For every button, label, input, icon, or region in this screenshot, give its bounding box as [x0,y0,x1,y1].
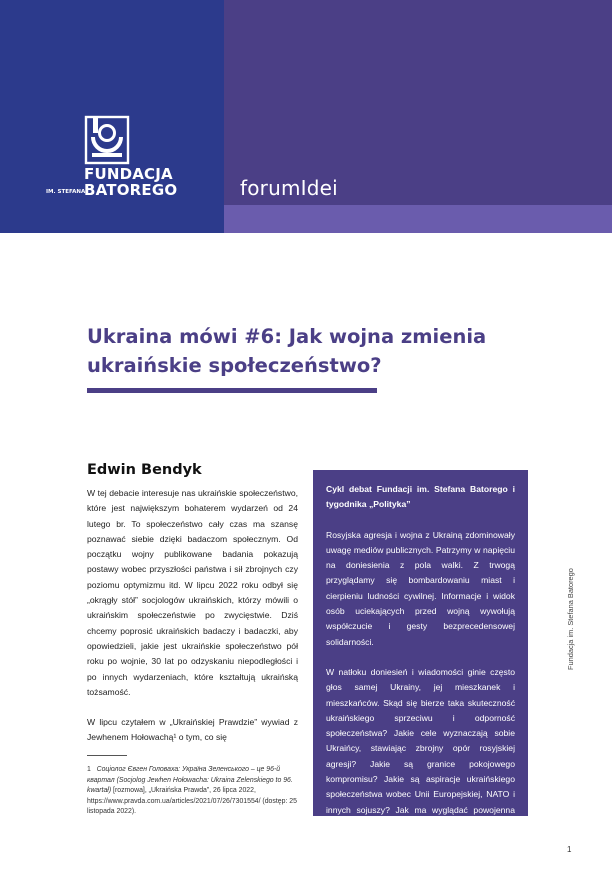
logo-wordmark-line1: FUNDACJA [84,165,173,183]
page-header [0,0,612,233]
header-accent-band [224,205,612,233]
margin-note [566,545,576,670]
author-name: Edwin Bendyk [87,462,202,478]
margin-note-text: Fundacja im. Stefana Batorego [566,568,575,670]
logo-subtitle: IM. STEFANA [46,189,86,195]
footnote-citation: [rozmowa], „Ukraińska Prawda”, 26 lipca 2022, https://www.pravda.com.ua/articles/2021/07/26/7301554/ (dostęp: 25 listopada 2022). [87,787,297,816]
body-paragraph: W tej debacie interesuje nas ukraińskie społeczeństwo, które jest największym bohaterem wydarzeń od 24 lutego br. To społeczeństwo cały czas ma szansę poznawać siebie dzięki badaczom społecznym. Od początku wojny publikowane badania pokazują postawy wobec przyszłości państwa i sił zbrojnych czy poziomu optymizmu itd. W lipcu 2022 roku odbył się „okrągły stół” socjologów ukraińskich, którzy mówili o ukraińskim społeczeństwie po zwycięstwie. Dziś chcemy poprosić ukraińskich badaczy i badaczki, aby opowiedzieli, jakie jest ukraińskie społeczeństwo pół roku po wojnie, 30 lat po odzyskaniu niepodległości i po innych wydarzeniach, które kształtują ukraińską tożsamość. [87,488,298,697]
series-box-paragraph: Rosyjska agresja i wojna z Ukrainą zdominowały uwagę mediów publicznych. Patrzymy w napięciu na doniesienia z pola walki. Z trwogą przyglądamy się bombardowaniu miast i cierpieniu ludności cywilnej. Informacje i widok osób uciekających przed wojną wywołują współczucie i gesty bezprecedensowej solidarności. [326,529,515,647]
article-body [87,486,298,746]
page-number: 1 [567,845,572,854]
batory-logo-icon [84,115,130,165]
series-info-box [313,470,528,846]
footnote-source-title: Соціолог Євген Головаха: Україна Зеленського – це 96-й квартал (Socjolog Jewhen Hołowacha: Ukraina Zelenskiego to 96. kwartał) [87,766,293,795]
footnote-number: 1 [87,766,91,773]
body-paragraph: W lipcu czytałem w „Ukraińskiej Prawdzie” wywiad z Jewhenem Hołowachą¹ o tym, co się [87,717,298,743]
footnote [87,765,298,818]
article-title: Ukraina mówi #6: Jak wojna zmienia ukraińskie społeczeństwo? [87,325,487,377]
logo-wordmark-line2: BATOREGO [84,181,178,199]
series-box-paragraph: W natłoku doniesień i wiadomości ginie często głos samej Ukrainy, jej mieszkanek i mieszkańców. Skąd się bierze taka skuteczność ukraińskiego sprzeciwu i odporność społeczeństwa? Jakie cele wyznaczają sobie Ukraińcy, stawiając zbrojny opór rosyjskiej agresji? Jakie są granice pokojowego kompromisu? Jakie są aspiracje ukraińskiego społeczeństwa wobec Unii Europejskiej, NATO i innych sojuszy? Jak ma wyglądać powojenna odbudowa kraju? Jak będą układać się relacje Ukrainy z państwami sąsiednimi? [326,666,515,846]
footnote-divider [87,755,127,756]
title-underline [87,388,377,393]
series-box-title: Cykl debat Fundacji im. Stefana Batorego i tygodnika „Polityka” [326,484,515,510]
program-name: forumIdei [240,176,338,200]
